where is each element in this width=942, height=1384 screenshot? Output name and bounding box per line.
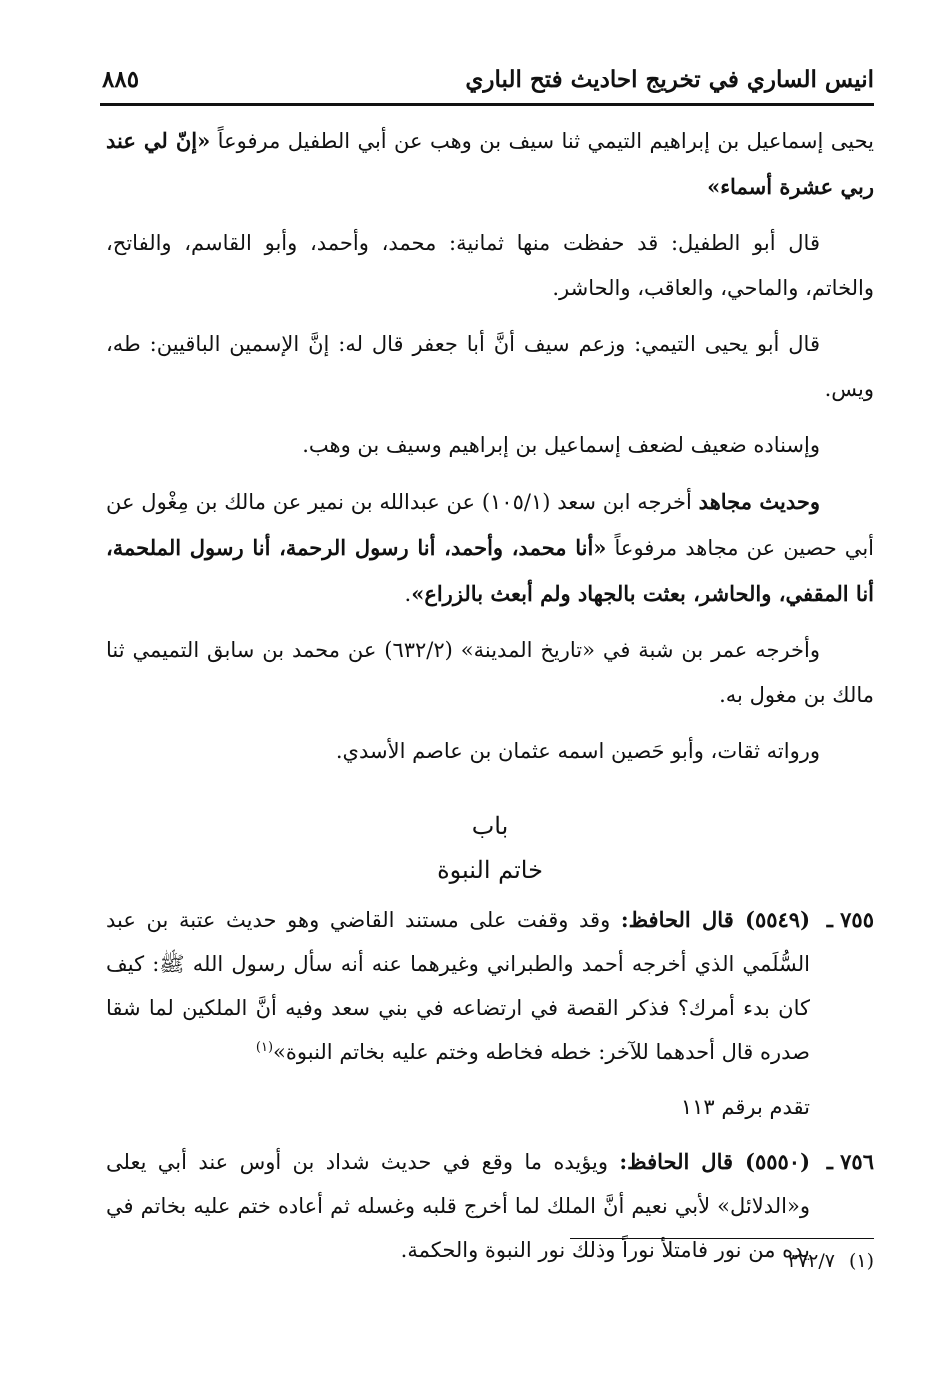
entry-number: ٧٥٦ ـ xyxy=(826,1149,874,1174)
entry-755 xyxy=(106,898,874,1074)
cross-reference: تقدم برقم ١١٣ xyxy=(680,1095,810,1119)
paragraph-6: وأخرجه عمر بن شبة في «تاريخ المدينة» (٦٣٢/٢) عن محمد بن سابق التميمي ثنا مالك بن مغول به. xyxy=(106,638,874,707)
p5-text: أخرجه ابن سعد (١٠٥/١) عن عبدالله بن نمير عن مالك بن مِغْول عن أبي حصين عن مجاهد مرفوعاً xyxy=(106,490,874,560)
paragraph-5 xyxy=(106,479,874,617)
main-text xyxy=(106,118,874,1283)
paragraph-3: قال أبو يحيى التيمي: وزعم سيف أنَّ أبا جعفر قال له: إنَّ الإسمين الباقيين: طه، ويس. xyxy=(106,332,874,401)
entry-text: ويؤيده ما وقع في حديث شداد بن أوس عند أبي يعلى و«الدلائل» لأبي نعيم أنَّ الملك لما أخرج قلبه وغسله ثم أعاده ختم عليه بخاتم في يده من نور فامتلأ نوراً وذلك نور النبوة والحكمة. xyxy=(106,1150,810,1262)
p5-hadith-quote: «أنا محمد، وأحمد، أنا رسول الرحمة، أنا رسول الملحمة، أنا المقفي، والحاشر، بعثت بالجهاد ولم أبعث بالزراع» xyxy=(106,535,874,606)
paragraph-1 xyxy=(106,118,874,210)
footnote-marker: (١) xyxy=(255,1040,274,1055)
footnote-number: (١) xyxy=(848,1250,874,1272)
p1-hadith-quote: «إنّ لي عند ربي عشرة أسماء» xyxy=(106,128,874,199)
chapter-heading xyxy=(106,804,874,892)
entry-number: ٧٥٥ ـ xyxy=(826,907,874,932)
entry-text: وقد وقفت على مستند القاضي وهو حديث عتبة بن عبد السُّلَمي الذي أخرجه أحمد والطبراني وغيرهما عنه أنه سأل رسول الله ﷺ: كيف كان بدء أمرك؟ فذكر القصة في ارتضاعه في بني سعد وفيه أنَّ الملكين لما شقا صدره قال أحدهما للآخر: خطه فخاطه وختم عليه بخاتم النبوة» xyxy=(106,908,810,1064)
page-number: ٨٨٥ xyxy=(102,66,140,93)
running-header xyxy=(100,60,874,104)
entry-reference: (٥٥٤٩) قال الحافظ: xyxy=(620,907,810,932)
footnote-text: ٣٧٢/٧ xyxy=(787,1250,835,1272)
p5-lead: وحديث مجاهد xyxy=(698,489,821,514)
entry-reference: (٥٥٥٠) قال الحافظ: xyxy=(619,1149,810,1174)
p1-text: يحيى إسماعيل بن إبراهيم التيمي ثنا سيف بن وهب عن أبي الطفيل مرفوعاً xyxy=(210,129,874,153)
chapter-heading-line1: باب xyxy=(471,812,509,840)
chapter-heading-line2: خاتم النبوة xyxy=(437,856,543,884)
p5-end: . xyxy=(404,582,412,606)
book-title: انيس الساري في تخريج احاديث فتح الباري xyxy=(465,66,874,93)
footnote-rule xyxy=(570,1238,874,1239)
paragraph-2: قال أبو الطفيل: قد حفظت منها ثمانية: محمد، وأحمد، وأبو القاسم، والفاتح، والخاتم، والماحي، والعاقب، والحاشر. xyxy=(106,231,874,300)
footnote xyxy=(574,1244,874,1278)
paragraph-4: وإسناده ضعيف لضعف إسماعيل بن إبراهيم وسيف بن وهب. xyxy=(302,433,820,457)
header-rule xyxy=(100,103,874,106)
paragraph-7: ورواته ثقات، وأبو حَصين اسمه عثمان بن عاصم الأسدي. xyxy=(335,739,820,763)
